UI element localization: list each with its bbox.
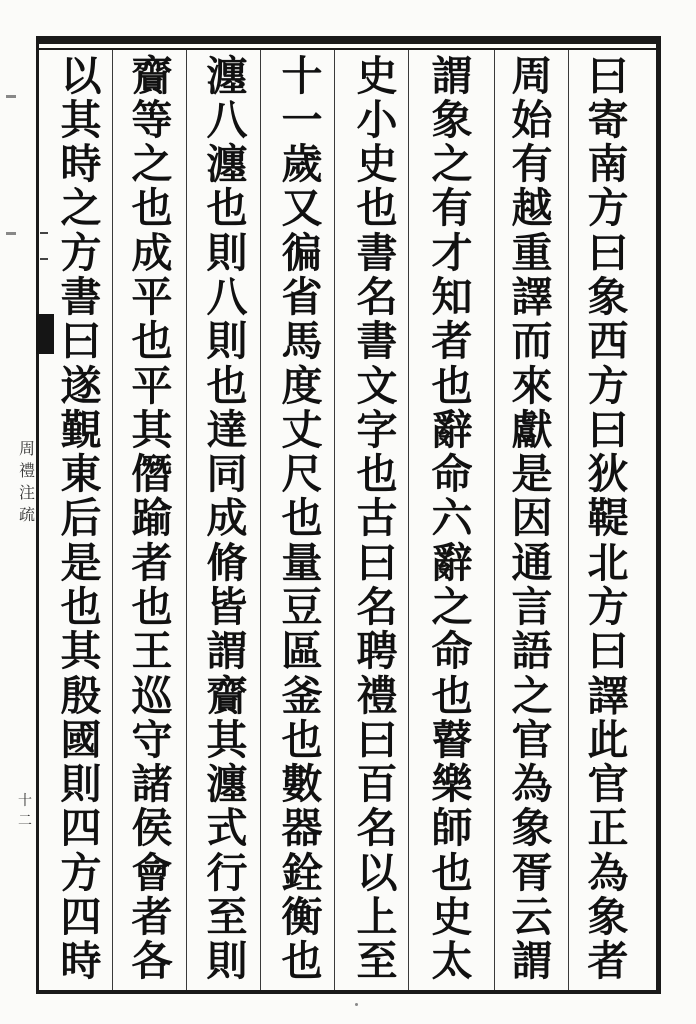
column-character: 尺 [281,450,323,499]
column-character: 知 [431,273,473,322]
text-column-3 [425,51,479,986]
column-character: 四 [60,804,102,853]
column-character: 方 [587,361,629,410]
column-character: 也 [431,848,473,897]
column-character: 獻 [511,405,553,454]
column-character: 則 [60,760,102,809]
column-character: 也 [281,715,323,764]
column-character: 方 [60,848,102,897]
column-character: 聘 [356,627,398,676]
column-character: 西 [587,317,629,366]
column-character: 則 [206,228,248,277]
column-character: 名 [356,804,398,853]
column-character: 八 [206,95,248,144]
column-character: 云 [511,892,553,941]
text-column-8 [54,51,108,986]
frame-bottom-border [36,990,660,994]
column-character: 也 [131,583,173,632]
column-character: 齎 [206,671,248,720]
column-character: 胥 [511,848,553,897]
column-character: 象 [587,892,629,941]
column-character: 區 [281,627,323,676]
column-character: 也 [281,937,323,986]
column-character: 者 [431,317,473,366]
margin-book-title [17,438,37,526]
column-character: 書 [60,273,102,322]
column-character: 式 [206,804,248,853]
column-character: 皆 [206,583,248,632]
column-character: 譯 [587,671,629,720]
column-character: 至 [206,892,248,941]
column-character: 官 [511,715,553,764]
column-character: 太 [431,937,473,986]
column-character: 達 [206,405,248,454]
column-character: 平 [131,361,173,410]
column-character: 語 [511,627,553,676]
column-character: 象 [587,273,629,322]
column-character: 諸 [131,760,173,809]
text-column-1 [581,51,635,986]
column-character: 曰 [356,538,398,587]
column-character: 平 [131,273,173,322]
column-character: 以 [356,848,398,897]
column-character: 行 [206,848,248,897]
column-character: 言 [511,583,553,632]
column-character: 古 [356,494,398,543]
margin-title-character: 注 [18,483,35,502]
column-divider [186,50,187,990]
column-character: 衡 [281,892,323,941]
column-character: 百 [356,760,398,809]
column-character: 史 [356,51,398,100]
column-character: 同 [206,450,248,499]
column-character: 小 [356,95,398,144]
column-character: 器 [281,804,323,853]
column-character: 辭 [431,405,473,454]
column-character: 其 [131,405,173,454]
column-character: 書 [356,228,398,277]
column-character: 之 [431,140,473,189]
column-character: 為 [511,760,553,809]
column-character: 釜 [281,671,323,720]
column-character: 遂 [60,361,102,410]
column-character: 名 [356,583,398,632]
column-character: 殷 [60,671,102,720]
column-character: 其 [60,95,102,144]
column-character: 以 [60,51,102,100]
column-character: 史 [431,892,473,941]
column-character: 方 [60,228,102,277]
column-character: 方 [587,184,629,233]
column-character: 譯 [511,273,553,322]
column-character: 是 [60,538,102,587]
column-character: 六 [431,494,473,543]
column-character: 也 [206,184,248,233]
column-character: 者 [587,937,629,986]
column-character: 曰 [60,317,102,366]
column-character: 謂 [206,627,248,676]
column-character: 曰 [587,627,629,676]
column-character: 始 [511,95,553,144]
column-character: 謂 [511,937,553,986]
column-character: 侯 [131,804,173,853]
column-character: 曰 [356,715,398,764]
column-character: 其 [206,715,248,764]
column-character: 脩 [206,538,248,587]
column-character: 辭 [431,538,473,587]
column-character: 曰 [587,51,629,100]
column-character: 命 [431,450,473,499]
column-character: 南 [587,140,629,189]
column-character: 者 [131,538,173,587]
column-character: 重 [511,228,553,277]
column-character: 通 [511,538,553,587]
text-column-6 [200,51,254,986]
column-character: 字 [356,405,398,454]
column-character: 王 [131,627,173,676]
column-character: 寄 [587,95,629,144]
column-character: 師 [431,804,473,853]
column-character: 瀍 [206,51,248,100]
column-character: 也 [60,583,102,632]
column-character: 曰 [587,405,629,454]
column-divider [494,50,495,990]
column-character: 也 [131,317,173,366]
column-character: 四 [60,892,102,941]
column-character: 銓 [281,848,323,897]
gutter-mark [40,258,48,260]
column-character: 之 [511,671,553,720]
column-character: 瀍 [206,140,248,189]
column-character: 歲 [281,140,323,189]
column-divider [408,50,409,990]
column-character: 東 [60,450,102,499]
column-character: 才 [431,228,473,277]
column-character: 也 [356,450,398,499]
column-character: 數 [281,760,323,809]
column-character: 覲 [60,405,102,454]
margin-page-number: 十二 [18,793,32,829]
column-divider [334,50,335,990]
column-character: 之 [431,583,473,632]
column-character: 一 [281,95,323,144]
column-character: 禮 [356,671,398,720]
column-character: 時 [60,937,102,986]
column-character: 則 [206,317,248,366]
column-character: 官 [587,760,629,809]
column-character: 會 [131,848,173,897]
column-character: 狄 [587,450,629,499]
text-column-4 [350,51,404,986]
column-character: 丈 [281,405,323,454]
frame-top-border [36,36,660,44]
column-character: 十 [281,51,323,100]
gutter-mark [6,95,16,98]
column-character: 者 [131,892,173,941]
column-character: 等 [131,95,173,144]
column-character: 上 [356,892,398,941]
column-character: 因 [511,494,553,543]
column-character: 有 [511,140,553,189]
column-character: 而 [511,317,553,366]
column-character: 也 [281,494,323,543]
column-character: 正 [587,804,629,853]
column-character: 鞮 [587,494,629,543]
column-character: 謂 [431,51,473,100]
column-divider [112,50,113,990]
column-character: 各 [131,937,173,986]
column-character: 周 [511,51,553,100]
frame-left-border [36,36,39,352]
column-character: 則 [206,937,248,986]
column-character: 史 [356,140,398,189]
column-character: 有 [431,184,473,233]
column-character: 象 [511,804,553,853]
column-divider [260,50,261,990]
column-character: 巡 [131,671,173,720]
column-character: 樂 [431,760,473,809]
column-character: 守 [131,715,173,764]
column-character: 國 [60,715,102,764]
column-character: 也 [356,184,398,233]
column-character: 徧 [281,228,323,277]
column-character: 也 [206,361,248,410]
column-character: 僭 [131,450,173,499]
column-character: 之 [131,140,173,189]
column-character: 象 [431,95,473,144]
column-character: 瞽 [431,715,473,764]
text-column-7 [125,51,179,986]
column-character: 也 [431,671,473,720]
column-divider [568,50,569,990]
column-character: 書 [356,317,398,366]
frame-right-border [656,36,661,994]
column-character: 后 [60,494,102,543]
column-character: 文 [356,361,398,410]
column-character: 馬 [281,317,323,366]
column-character: 踰 [131,494,173,543]
column-character: 是 [511,450,553,499]
frame-top-inner-line [36,48,660,50]
margin-title-character: 疏 [18,505,35,524]
column-character: 省 [281,273,323,322]
text-column-2 [505,51,559,986]
gutter-mark [40,232,48,234]
column-character: 之 [60,184,102,233]
fishtail-mark [36,314,54,354]
gutter-mark [6,232,16,235]
margin-title-character: 周 [18,439,35,458]
column-character: 來 [511,361,553,410]
column-character: 為 [587,848,629,897]
column-character: 又 [281,184,323,233]
column-character: 至 [356,937,398,986]
margin-title-character: 禮 [18,461,35,480]
column-character: 越 [511,184,553,233]
column-character: 八 [206,273,248,322]
column-character: 名 [356,273,398,322]
column-character: 命 [431,627,473,676]
column-character: 成 [206,494,248,543]
column-character: 此 [587,715,629,764]
column-character: 其 [60,627,102,676]
column-character: 齎 [131,51,173,100]
column-character: 時 [60,140,102,189]
text-column-5 [275,51,329,986]
column-character: 豆 [281,583,323,632]
column-character: 量 [281,538,323,587]
column-character: 成 [131,228,173,277]
column-character: 方 [587,583,629,632]
column-character: 北 [587,538,629,587]
column-character: 瀍 [206,760,248,809]
column-character: 也 [131,184,173,233]
paper-speck [355,1003,358,1006]
column-character: 曰 [587,228,629,277]
column-character: 也 [431,361,473,410]
column-character: 度 [281,361,323,410]
